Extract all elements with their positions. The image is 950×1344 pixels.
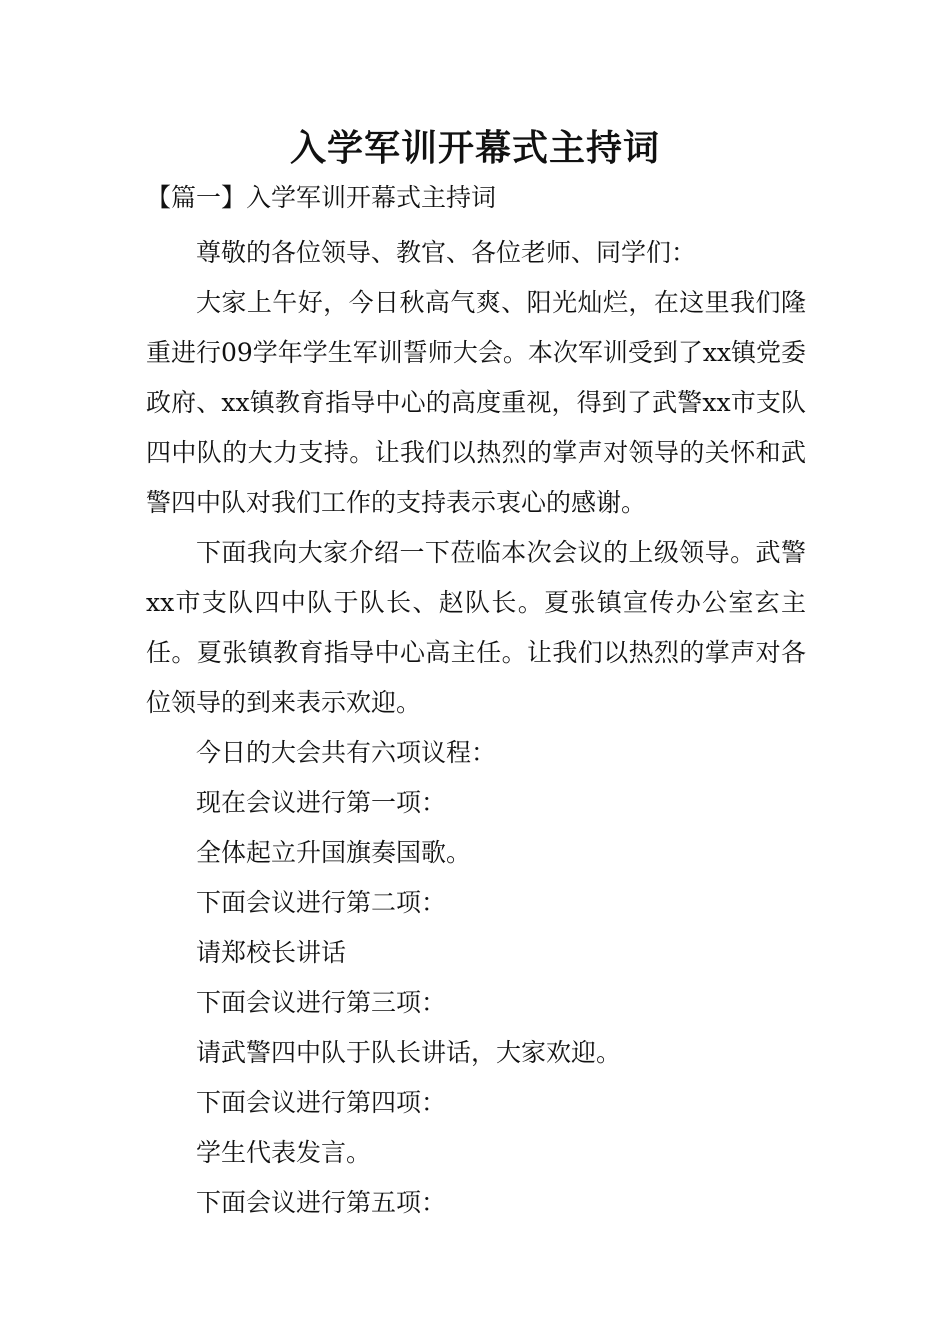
agenda-line: 请郑校长讲话 xyxy=(196,938,347,967)
paragraph-welcome: 大家上午好，今日秋高气爽、阳光灿烂，在这里我们隆重进行09学年学生军训誓师大会。本次军训受到了xx镇党委政府、xx镇教育指导中心的高度重视，得到了武警xx市支队四中队的大力支持。让我们以热烈的掌声对领导的关怀和武警四中队对我们工作的支持表示衷心的感谢。 xyxy=(146,288,807,517)
paragraph-introductions: 下面我向大家介绍一下莅临本次会议的上级领导。武警xx市支队四中队于队长、赵队长。夏张镇宣传办公室玄主任。夏张镇教育指导中心高主任。让我们以热烈的掌声对各位领导的到来表示欢迎。 xyxy=(146,538,806,717)
greeting-line: 尊敬的各位领导、教官、各位老师、同学们： xyxy=(196,238,697,267)
agenda-line: 下面会议进行第五项： xyxy=(196,1188,447,1217)
agenda-line: 下面会议进行第四项： xyxy=(196,1088,447,1117)
document-title: 入学军训开幕式主持词 xyxy=(289,128,660,169)
agenda-line: 下面会议进行第二项： xyxy=(196,888,447,917)
agenda-line: 现在会议进行第一项： xyxy=(196,788,447,817)
agenda-line: 全体起立升国旗奏国歌。 xyxy=(196,838,472,867)
document-body xyxy=(146,228,806,1228)
agenda-line: 今日的大会共有六项议程： xyxy=(196,738,497,767)
agenda-line: 下面会议进行第三项： xyxy=(196,988,447,1017)
agenda-line: 学生代表发言。 xyxy=(196,1138,372,1167)
agenda-line: 请武警四中队于队长讲话，大家欢迎。 xyxy=(196,1038,622,1067)
section-heading: 【篇一】入学军训开幕式主持词 xyxy=(146,183,497,212)
